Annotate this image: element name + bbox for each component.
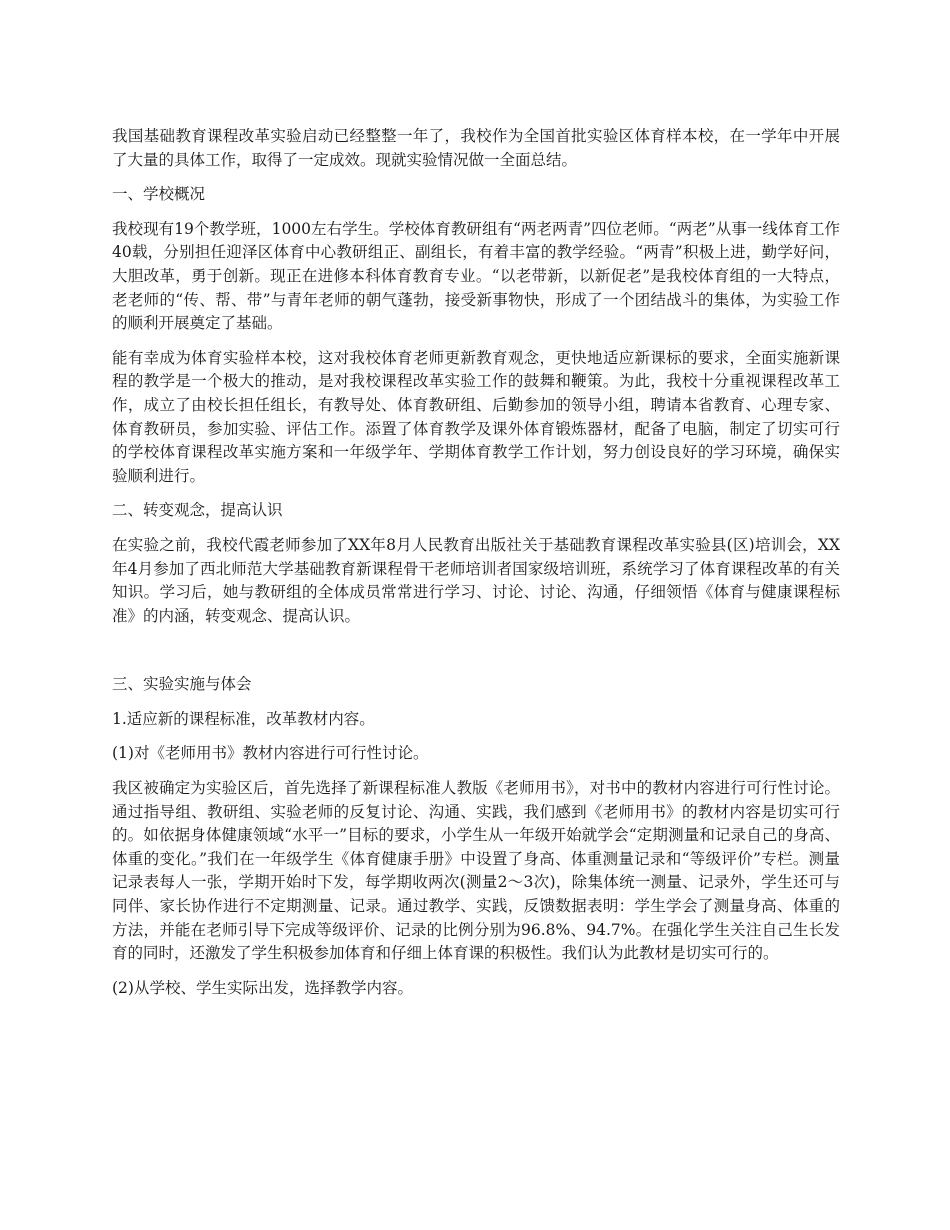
feasibility-paragraph: 我区被确定为实验区后，首先选择了新课程标准人教版《老师用书》，对书中的教材内容进行可行性讨论。通过指导组、教研组、实验老师的反复讨论、沟通、实践，我们感到《老师用书》的教材内容是切实可行的。如依据身体健康领域“水平一”目标的要求，小学生从一年级开始就学会“定期测量和记录自己的身高、体重的变化。”我们在一年级学生《体育健康手册》中设置了身高、体重测量记录和“等级评价”专栏。测量记录表每人一张，学期开始时下发，每学期收两次(测量2～3次)，除集体统一测量、记录外，学生还可与同伴、家长协作进行不定期测量、记录。通过教学、实践，反馈数据表明：学生学会了测量身高、体重的方法，并能在老师引导下完成等级评价、记录的比例分别为96.8%、94.7%。在强化学生关注自己生长发育的同时，还激发了学生积极参加体育和仔细上体育课的积极性。我们认为此教材是切实可行的。 bbox=[112, 779, 840, 963]
intro-paragraph: 我国基础教育课程改革实验启动已经整整一年了，我校作为全国首批实验区体育样本校，在一学年中开展了大量的具体工作，取得了一定成效。现就实验情况做一全面总结。 bbox=[112, 127, 840, 169]
subheading-feasibility-discussion: (1)对《老师用书》教材内容进行可行性讨论。 bbox=[112, 744, 429, 763]
subheading-adapt-curriculum: 1.适应新的课程标准，改革教材内容。 bbox=[112, 709, 375, 728]
sample-school-paragraph: 能有幸成为体育实验样本校，这对我校体育老师更新教育观念，更快地适应新课标的要求，全面实施新课程的教学是一个极大的推动，是对我校课程改革实验工作的鼓舞和鞭策。为此，我校十分重视课程改革工作，成立了由校长担任组长，有教导处、体育教研组、后勤参加的领导小组，聘请本省教育、心理专家、体育教研员，参加实验、评估工作。添置了体育教学及课外体育锻炼器材，配备了电脑，制定了切实可行的学校体育课程改革实施方案和一年级学年、学期体育教学工作计划，努力创设良好的学习环境，确保实验顺利进行。 bbox=[112, 348, 840, 485]
section-heading-implementation: 三、实验实施与体会 bbox=[112, 675, 252, 694]
training-paragraph: 在实验之前，我校代霞老师参加了XX年8月人民教育出版社关于基础教育课程改革实验县(区)培训会，XX年4月参加了西北师范大学基础教育新课程骨干老师培训者国家级培训班，系统学习了体育课程改革的有关知识。学习后，她与教研组的全体成员常常进行学习、讨论、讨论、沟通，仔细领悟《体育与健康课程标准》的内涵，转变观念、提高认识。 bbox=[112, 535, 840, 625]
school-overview-paragraph: 我校现有19个教学班，1000左右学生。学校体育教研组有“两老两青”四位老师。“两老”从事一线体育工作40载，分别担任迎泽区体育中心教研组正、副组长，有着丰富的教学经验。“两青”积极上进，勤学好问，大胆改革，勇于创新。现正在进修本科体育教育专业。“以老带新，以新促老”是我校体育组的一大特点，老老师的“传、帮、带”与青年老师的朝气蓬勃，接受新事物快，形成了一个团结战斗的集体，为实验工作的顺利开展奠定了基础。 bbox=[112, 219, 840, 333]
section-heading-school-overview: 一、学校概况 bbox=[112, 185, 206, 204]
section-heading-change-concepts: 二、转变观念，提高认识 bbox=[112, 501, 283, 520]
subheading-select-content: (2)从学校、学生实际出发，选择教学内容。 bbox=[112, 978, 413, 997]
document-page bbox=[112, 125, 840, 1011]
